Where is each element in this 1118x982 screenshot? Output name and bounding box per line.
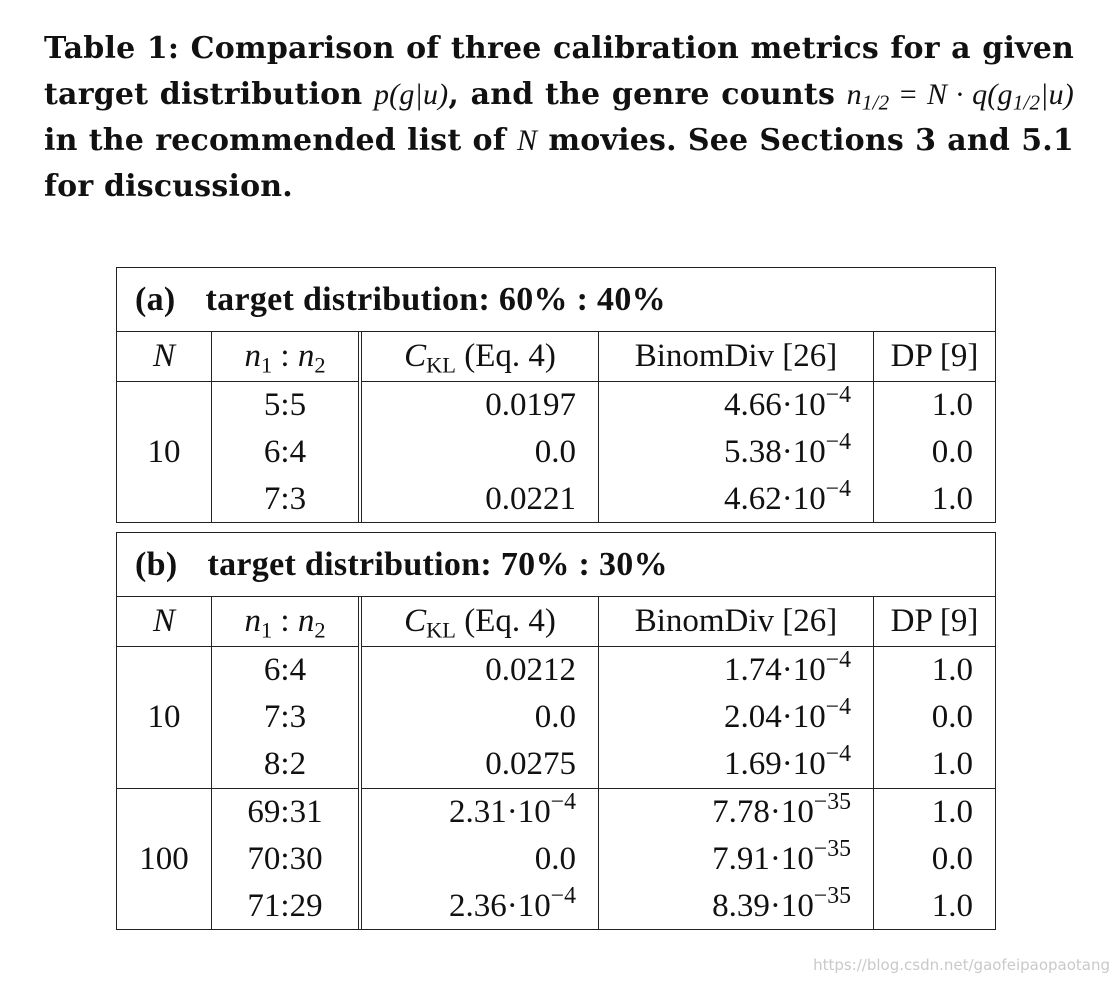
table-row bbox=[117, 741, 995, 789]
cell-ckl: 0.0275 bbox=[360, 741, 599, 789]
cell-binomdiv: $4.62\cdot 10^{-4}$ bbox=[599, 476, 874, 523]
table-row bbox=[117, 789, 995, 837]
header-binomdiv: BinomDiv [26] bbox=[599, 597, 874, 647]
exponent: −35 bbox=[813, 835, 851, 862]
panel-b-title bbox=[117, 533, 995, 597]
cell-ckl: 0.0 bbox=[360, 836, 599, 883]
cell-binomdiv: $1.69\cdot 10^{-4}$ bbox=[599, 741, 874, 789]
cell-dp: 0.0 bbox=[931, 699, 973, 735]
header-n: N bbox=[117, 332, 212, 382]
header-ratio: $n_1$ : $n_2$ bbox=[212, 597, 361, 647]
cell-ratio: 7:3 bbox=[212, 476, 361, 523]
exponent: −35 bbox=[813, 882, 851, 909]
exponent: −4 bbox=[550, 882, 576, 909]
panel-b-table bbox=[117, 597, 995, 930]
cell-dp: 0.0 bbox=[931, 434, 973, 470]
table-row bbox=[117, 429, 995, 476]
exponent: −4 bbox=[825, 646, 851, 673]
cell-ckl: $2.36\cdot 10^{-4}$ bbox=[360, 883, 599, 930]
header-binomdiv: BinomDiv [26] bbox=[599, 332, 874, 382]
watermark: https://blog.csdn.net/gaofeipaopaotang bbox=[813, 956, 1110, 974]
header-ckl: $C_{KL}$ (Eq. 4) bbox=[360, 597, 599, 647]
panel-a bbox=[116, 267, 996, 523]
header-ratio: $n_1$ : $n_2$ bbox=[212, 332, 361, 382]
cell-ckl: 0.0197 bbox=[360, 382, 599, 430]
cell-dp: 1.0 bbox=[931, 481, 973, 517]
table-row bbox=[117, 694, 995, 741]
header-row bbox=[117, 597, 995, 647]
table-row bbox=[117, 382, 995, 430]
cell-dp: 0.0 bbox=[931, 841, 973, 877]
header-n: N bbox=[117, 597, 212, 647]
exponent: −4 bbox=[825, 740, 851, 767]
exponent: −35 bbox=[813, 788, 851, 815]
cell-n: 10 bbox=[117, 647, 212, 789]
cell-ratio: 69:31 bbox=[212, 789, 361, 837]
cell-dp: 1.0 bbox=[931, 888, 973, 924]
header-ckl: $C_{KL}$ (Eq. 4) bbox=[360, 332, 599, 382]
panel-a-title-text: target distribution: 60% : 40% bbox=[205, 280, 666, 318]
cell-binomdiv: $7.91\cdot 10^{-35}$ bbox=[599, 836, 874, 883]
cell-binomdiv: $2.04\cdot 10^{-4}$ bbox=[599, 694, 874, 741]
cell-dp: 1.0 bbox=[931, 652, 973, 688]
cell-dp: 1.0 bbox=[931, 387, 973, 423]
cell-n: 100 bbox=[117, 789, 212, 931]
exponent: −4 bbox=[550, 788, 576, 815]
table-row bbox=[117, 836, 995, 883]
cell-binomdiv: $8.39\cdot 10^{-35}$ bbox=[599, 883, 874, 930]
cell-ratio: 7:3 bbox=[212, 694, 361, 741]
header-dp: DP [9] bbox=[874, 332, 996, 382]
exponent: −4 bbox=[825, 381, 851, 408]
table-row bbox=[117, 883, 995, 930]
cell-ckl: 0.0221 bbox=[360, 476, 599, 523]
cell-binomdiv: $4.66\cdot 10^{-4}$ bbox=[599, 382, 874, 430]
cell-ratio: 6:4 bbox=[212, 429, 361, 476]
table-row bbox=[117, 647, 995, 695]
cell-ratio: 8:2 bbox=[212, 741, 361, 789]
cell-ratio: 6:4 bbox=[212, 647, 361, 695]
caption-math-n: $n_{1/2} = N \cdot q(g_{1/2}|u)$ bbox=[846, 78, 1074, 115]
table-caption: Table 1: Comparison of three calibration metrics for a given target distribution p(g|u), and the genre counts $n_{1/2} = N \cdot q(g_{1/2}|u)$ in the recommended list of N movies. See Sections 3 and 5.1 for discussion. bbox=[44, 31, 1074, 204]
cell-binomdiv: $7.78\cdot 10^{-35}$ bbox=[599, 789, 874, 837]
panel-a-table bbox=[117, 332, 995, 523]
cell-ratio: 5:5 bbox=[212, 382, 361, 430]
exponent: −4 bbox=[825, 693, 851, 720]
cell-ckl: 0.0 bbox=[360, 429, 599, 476]
panel-a-label: (a) bbox=[135, 280, 176, 318]
cell-binomdiv: $1.74\cdot 10^{-4}$ bbox=[599, 647, 874, 695]
cell-ckl: 0.0212 bbox=[360, 647, 599, 695]
cell-binomdiv: $5.38\cdot 10^{-4}$ bbox=[599, 429, 874, 476]
header-row bbox=[117, 332, 995, 382]
caption-math-N: N bbox=[516, 124, 538, 157]
cell-ckl: $2.31\cdot 10^{-4}$ bbox=[360, 789, 599, 837]
cell-dp: 1.0 bbox=[874, 789, 996, 837]
panel-b-label: (b) bbox=[135, 545, 178, 583]
cell-dp: 1.0 bbox=[931, 746, 973, 782]
exponent: −4 bbox=[825, 428, 851, 455]
cell-ratio: 71:29 bbox=[212, 883, 361, 930]
panel-a-title bbox=[117, 268, 995, 332]
cell-ckl: 0.0 bbox=[360, 694, 599, 741]
cell-n: 10 bbox=[117, 382, 212, 524]
cell-ratio: 70:30 bbox=[212, 836, 361, 883]
caption-math-p: p(g|u) bbox=[373, 78, 449, 111]
panel-b-title-text: target distribution: 70% : 30% bbox=[207, 545, 668, 583]
table-row bbox=[117, 476, 995, 523]
header-dp: DP [9] bbox=[874, 597, 996, 647]
exponent: −4 bbox=[825, 475, 851, 502]
panel-b bbox=[116, 532, 996, 930]
